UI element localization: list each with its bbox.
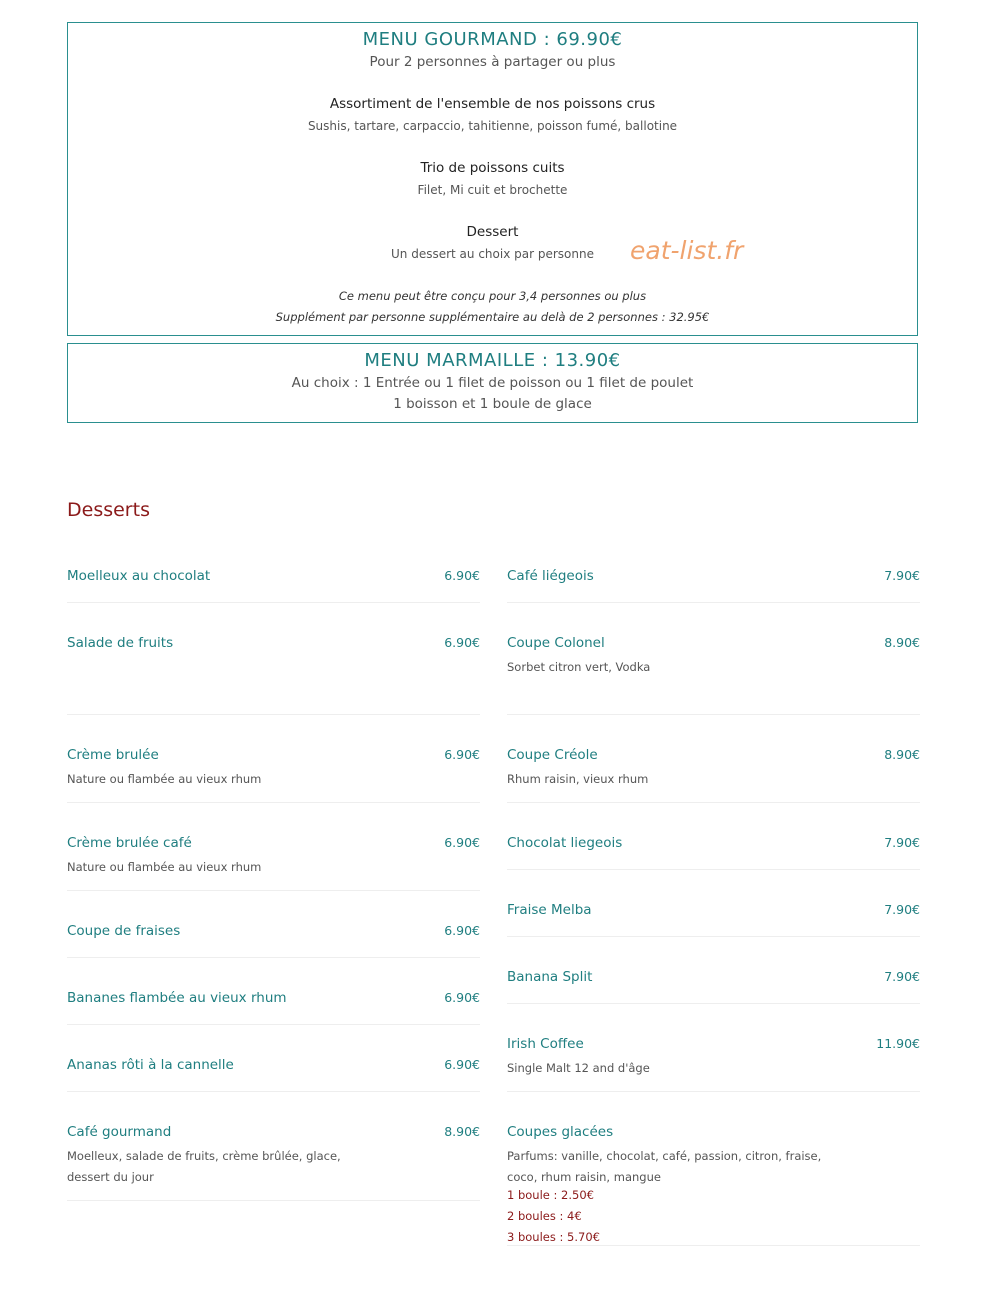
scoop-price: 3 boules : 5.70€ <box>507 1230 600 1244</box>
item-price: 6.90€ <box>444 747 480 762</box>
item-name: Coupes glacées <box>507 1124 614 1140</box>
desserts-right-column <box>507 560 920 1246</box>
item-name: Café liégeois <box>507 568 594 584</box>
item-price: 6.90€ <box>444 923 480 938</box>
gourmand-section-title: Dessert <box>466 224 519 240</box>
menu-item <box>67 958 480 1025</box>
menu-item <box>507 870 920 937</box>
item-name: Crème brulée <box>67 747 159 763</box>
watermark-logo: eat-list.fr <box>630 236 744 265</box>
gourmand-section-title: Assortiment de l'ensemble de nos poissons crus <box>329 96 656 112</box>
item-price: 6.90€ <box>444 1057 480 1072</box>
menu-marmaille-box <box>67 343 918 423</box>
scoop-price: 1 boule : 2.50€ <box>507 1188 594 1202</box>
menu-gourmand-title: MENU GOURMAND : 69.90€ <box>362 29 623 50</box>
item-price: 6.90€ <box>444 990 480 1005</box>
item-price: 6.90€ <box>444 568 480 583</box>
item-name: Salade de fruits <box>67 635 174 651</box>
menu-item <box>507 803 920 870</box>
item-name: Chocolat liegeois <box>507 835 623 851</box>
menu-item <box>507 1004 920 1092</box>
menu-item <box>67 891 480 958</box>
item-price: 7.90€ <box>884 902 920 917</box>
item-name: Crème brulée café <box>67 835 192 851</box>
item-price: 8.90€ <box>884 635 920 650</box>
item-price: 7.90€ <box>884 969 920 984</box>
menu-gourmand-box <box>67 22 918 336</box>
menu-item <box>67 715 480 803</box>
item-description: Nature ou flambée au vieux rhum <box>67 860 262 874</box>
gourmand-section-text: Filet, Mi cuit et brochette <box>417 183 568 197</box>
item-name: Fraise Melba <box>507 902 592 918</box>
menu-gourmand-subtitle: Pour 2 personnes à partager ou plus <box>369 54 616 70</box>
item-description: Single Malt 12 and d'âge <box>507 1061 650 1075</box>
item-name: Coupe de fraises <box>67 923 181 939</box>
item-price: 7.90€ <box>884 568 920 583</box>
item-name: Coupe Créole <box>507 747 598 763</box>
item-price: 7.90€ <box>884 835 920 850</box>
item-name: Ananas rôti à la cannelle <box>67 1057 234 1073</box>
item-name: Coupe Colonel <box>507 635 605 651</box>
item-price: 8.90€ <box>884 747 920 762</box>
item-description: Parfums: vanille, chocolat, café, passion, citron, fraise, coco, rhum raisin, mangue <box>507 1149 822 1184</box>
menu-item <box>67 560 480 603</box>
item-price: 11.90€ <box>876 1036 920 1051</box>
item-name: Bananes flambée au vieux rhum <box>67 990 287 1006</box>
gourmand-note: Ce menu peut être conçu pour 3,4 personnes ou plus <box>338 289 647 303</box>
gourmand-note: Supplément par personne supplémentaire au delà de 2 personnes : 32.95€ <box>275 310 710 324</box>
item-name: Café gourmand <box>67 1124 172 1140</box>
item-price: 6.90€ <box>444 635 480 650</box>
gourmand-section-title: Trio de poissons cuits <box>420 160 565 176</box>
gourmand-section-text: Un dessert au choix par personne <box>391 247 594 261</box>
item-price: 6.90€ <box>444 835 480 850</box>
desserts-heading: Desserts <box>67 499 150 521</box>
desserts-left-column <box>67 560 480 1201</box>
scoop-price: 2 boules : 4€ <box>507 1209 582 1223</box>
item-description: Sorbet citron vert, Vodka <box>507 660 651 674</box>
item-name: Irish Coffee <box>507 1036 584 1052</box>
menu-item <box>67 1025 480 1092</box>
item-description: Moelleux, salade de fruits, crème brûlée, glace, dessert du jour <box>67 1149 341 1184</box>
menu-item <box>67 803 480 891</box>
item-description: Nature ou flambée au vieux rhum <box>67 772 262 786</box>
menu-item <box>67 1092 480 1201</box>
item-price: 8.90€ <box>444 1124 480 1139</box>
menu-item <box>507 560 920 603</box>
menu-item <box>507 627 920 715</box>
menu-item <box>507 715 920 803</box>
menu-item <box>67 627 480 715</box>
menu-marmaille-line: 1 boisson et 1 boule de glace <box>393 396 592 412</box>
item-name: Banana Split <box>507 969 593 985</box>
menu-marmaille-line: Au choix : 1 Entrée ou 1 filet de poisson ou 1 filet de poulet <box>291 375 694 391</box>
menu-marmaille-title: MENU MARMAILLE : 13.90€ <box>364 350 621 371</box>
menu-item <box>507 1092 920 1246</box>
menu-item <box>507 937 920 1004</box>
item-name: Moelleux au chocolat <box>67 568 211 584</box>
item-description: Rhum raisin, vieux rhum <box>507 772 649 786</box>
gourmand-section-text: Sushis, tartare, carpaccio, tahitienne, poisson fumé, ballotine <box>307 119 678 133</box>
